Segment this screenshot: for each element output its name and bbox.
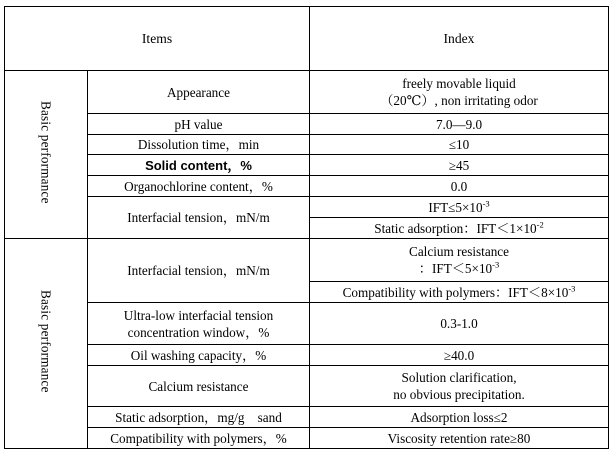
index-ift-2b: Compatibility with polymers：$IFT<8\times 10^{-3}$ bbox=[310, 282, 609, 303]
index-oil-washing: ≥40.0 bbox=[310, 345, 609, 366]
item-appearance: Appearance bbox=[88, 71, 310, 114]
table-row bbox=[5, 239, 609, 282]
item-interfacial-tension-1: Interfacial tension，mN/m bbox=[88, 197, 310, 239]
item-ph: pH value bbox=[88, 114, 310, 135]
index-calcium-resistance: Solution clarification, no obvious precipitation. bbox=[310, 366, 609, 407]
index-ift-1a: $IFT\le 5\times 10^{-3}$ bbox=[310, 197, 609, 218]
specification-table bbox=[4, 6, 609, 449]
item-static-adsorption: Static adsorption，mg/g sand bbox=[88, 407, 310, 428]
index-appearance: freely movable liquid （20℃）, non irritating odor bbox=[310, 71, 609, 114]
table-row bbox=[5, 366, 609, 407]
table-row bbox=[5, 428, 609, 449]
index-static-adsorption: Adsorption loss≤2 bbox=[310, 407, 609, 428]
item-solid-content: Solid content，% bbox=[88, 155, 310, 176]
index-organochlorine: 0.0 bbox=[310, 176, 609, 197]
table-row bbox=[5, 407, 609, 428]
item-organochlorine: Organochlorine content，% bbox=[88, 176, 310, 197]
index-ift-1b: Static adsorption：$IFT<1\times 10^{-2}$ bbox=[310, 218, 609, 239]
item-calcium-resistance: Calcium resistance bbox=[88, 366, 310, 407]
table-row bbox=[5, 345, 609, 366]
item-dissolution: Dissolution time，min bbox=[88, 135, 310, 155]
table-row bbox=[5, 71, 609, 114]
item-compatibility: Compatibility with polymers，% bbox=[88, 428, 310, 449]
table-row bbox=[5, 176, 609, 197]
item-oil-washing: Oil washing capacity，% bbox=[88, 345, 310, 366]
table-row bbox=[5, 303, 609, 345]
item-concentration-window: Ultra-low interfacial tension concentration window，% bbox=[88, 303, 310, 345]
item-interfacial-tension-2: Interfacial tension，mN/m bbox=[88, 239, 310, 303]
group-label-cell bbox=[5, 239, 88, 449]
index-ift-2a: Calcium resistance ：$IFT<5\times 10^{-3}$ bbox=[310, 239, 609, 282]
group-label: Basic performance bbox=[38, 290, 54, 393]
table-row bbox=[5, 135, 609, 155]
header-items: Items bbox=[5, 7, 310, 71]
header-row bbox=[5, 7, 609, 71]
index-solid-content: ≥45 bbox=[310, 155, 609, 176]
table-row bbox=[5, 114, 609, 135]
index-ph: 7.0—9.0 bbox=[310, 114, 609, 135]
group-label-cell bbox=[5, 71, 88, 239]
table-row bbox=[5, 197, 609, 218]
table-row bbox=[5, 155, 609, 176]
index-concentration-window: 0.3-1.0 bbox=[310, 303, 609, 345]
header-index: Index bbox=[310, 7, 609, 71]
index-compatibility: Viscosity retention rate≥80 bbox=[310, 428, 609, 449]
index-dissolution: ≤10 bbox=[310, 135, 609, 155]
group-label: Basic performance bbox=[38, 101, 54, 204]
